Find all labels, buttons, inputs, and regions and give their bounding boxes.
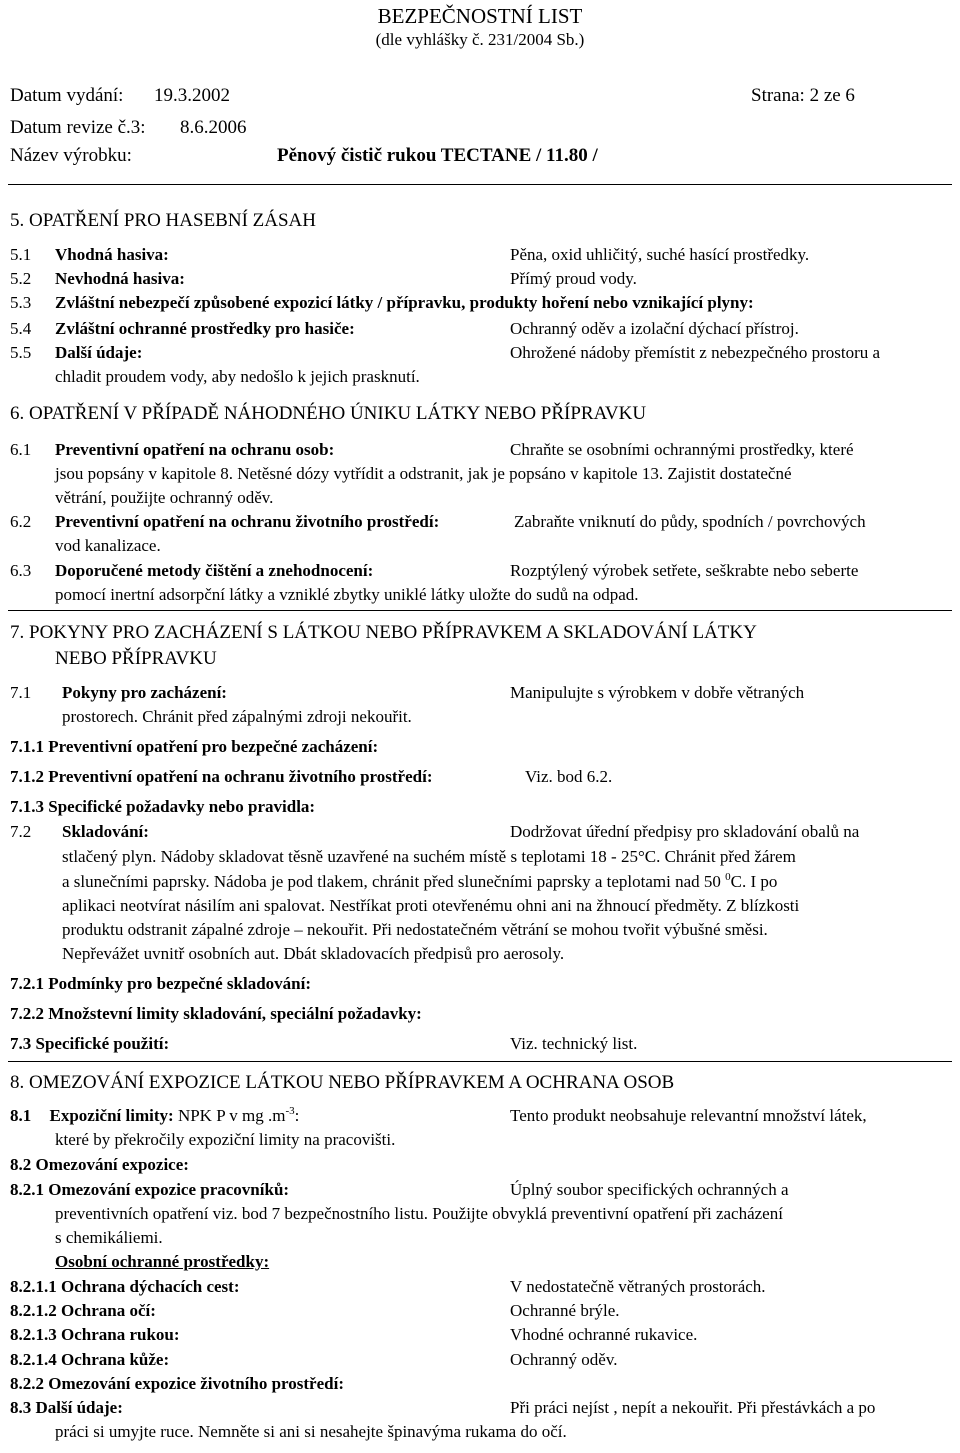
item-6-3-continuation: pomocí inertní adsorpční látky a vzniklé zbytky uniklé látky uložte do sudů na odpad.: [55, 585, 639, 604]
item-7-1-3: 7.1.3 Specifické požadavky nebo pravidla:: [10, 797, 316, 816]
item-7-1-continuation: prostorech. Chránit před zápalnými zdroji nekouřit.: [62, 707, 412, 726]
item-5-1-label: Vhodná hasiva:: [55, 245, 169, 264]
item-7-1-2-label: 7.1.2 Preventivní opatření na ochranu životního prostředí:: [10, 767, 433, 786]
item-5-2-label: Nevhodná hasiva:: [55, 269, 185, 288]
personal-protection-heading: Osobní ochranné prostředky:: [55, 1252, 270, 1271]
item-8-2-1-3-value: Vhodné ochranné rukavice.: [510, 1325, 698, 1344]
item-8-3-label: 8.3 Další údaje:: [10, 1398, 123, 1417]
item-6-3-value: Rozptýlený výrobek setřete, seškrabte nebo seberte: [510, 561, 859, 580]
item-8-1-continuation: které by překročily expoziční limity na pracovišti.: [55, 1130, 396, 1149]
item-6-2-number: 6.2: [10, 512, 32, 531]
item-5-1-value: Pěna, oxid uhličitý, suché hasící prostředky.: [510, 245, 810, 264]
issue-date-label: Datum vydání:: [10, 85, 124, 106]
product-label: Název výrobku:: [10, 145, 132, 166]
item-5-5-continuation: chladit proudem vody, aby nedošlo k jejich prasknutí.: [55, 367, 420, 386]
item-7-1-label: Pokyny pro zacházení:: [62, 683, 227, 702]
item-8-2-1-1-value: V nedostatečně větraných prostorách.: [510, 1277, 766, 1296]
item-6-3-number: 6.3: [10, 561, 32, 580]
item-8-2-1-3-label: 8.2.1.3 Ochrana rukou:: [10, 1325, 180, 1344]
item-5-4-value: Ochranný oděv a izolační dýchací přístroj.: [510, 319, 799, 338]
item-7-2-continuation: stlačený plyn. Nádoby skladovat těsně uzavřené na suchém místě s teplotami 18 - 25°C. Chránit před žárem: [62, 847, 796, 866]
item-8-2-1-continuation: s chemikáliemi.: [55, 1228, 163, 1247]
item-7-3-label: 7.3 Specifické použití:: [10, 1034, 170, 1053]
item-8-2-1-1-label: 8.2.1.1 Ochrana dýchacích cest:: [10, 1277, 240, 1296]
item-8-1-value: Tento produkt neobsahuje relevantní množství látek,: [510, 1106, 867, 1125]
item-7-3-value: Viz. technický list.: [510, 1034, 638, 1053]
item-5-5-label: Další údaje:: [55, 343, 143, 362]
item-7-2-label: Skladování:: [62, 822, 149, 841]
item-7-2-continuation: produktu odstranit zápalné zdroje – nekouřit. Při nedostatečném větrání se mohou tvořit výbušné směsi.: [62, 920, 768, 939]
page-number: Strana: 2 ze 6: [751, 85, 855, 106]
item-7-2-continuation: a slunečními paprsky. Nádoba je pod tlakem, chránit před slunečními paprsky a teplotami nad 50 $^0$C. I po: [62, 871, 778, 891]
item-8-3-value: Při práci nejíst , nepít a nekouřit. Při přestávkách a po: [510, 1398, 876, 1417]
item-8-2-1-2-value: Ochranné brýle.: [510, 1301, 620, 1320]
item-5-2-number: 5.2: [10, 269, 32, 288]
item-6-1-continuation: jsou popsány v kapitole 8. Netěsné dózy vytřídit a odstranit, jak je popsáno v kapitole 13. Zajistit dostatečné: [55, 464, 792, 483]
item-6-3-label: Doporučené metody čištění a znehodnocení:: [55, 561, 374, 580]
item-8-2-1-continuation: preventivních opatření viz. bod 7 bezpečnostního listu. Použijte obvyklá preventivní opatření při zacházení: [55, 1204, 783, 1223]
item-6-2-value: Zabraňte vniknutí do půdy, spodních / povrchových: [514, 512, 866, 531]
revision-label: Datum revize č.3:: [10, 117, 146, 138]
item-6-2-continuation: vod kanalizace.: [55, 536, 161, 555]
item-7-1-2-value: Viz. bod 6.2.: [525, 767, 613, 786]
item-7-2-continuation: Nepřevážet uvnitř osobních aut. Dbát skladovacích předpisů pro aerosoly.: [62, 944, 565, 963]
item-7-1-1: 7.1.1 Preventivní opatření pro bezpečné zacházení:: [10, 737, 379, 756]
product-name: Pěnový čistič rukou TECTANE / 11.80 /: [277, 145, 598, 166]
item-8-2: 8.2 Omezování expozice:: [10, 1155, 189, 1174]
item-8-2-1-value: Úplný soubor specifických ochranných a: [510, 1180, 789, 1199]
section-7-heading-continuation: NEBO PŘÍPRAVKU: [55, 648, 217, 669]
item-6-1-continuation: větrání, použijte ochranný oděv.: [55, 488, 274, 507]
section-5-heading: 5. OPATŘENÍ PRO HASEBNÍ ZÁSAH: [10, 210, 316, 231]
item-5-1-number: 5.1: [10, 245, 32, 264]
item-5-5-number: 5.5: [10, 343, 32, 362]
item-5-3-number: 5.3: [10, 293, 32, 312]
item-7-2-continuation: aplikaci neotvírat násilím ani spalovat. Nestříkat proti otevřenému ohni ani na žhnoucí předměty. Z blízkosti: [62, 896, 800, 915]
section-6-heading: 6. OPATŘENÍ V PŘÍPADĚ NÁHODNÉHO ÚNIKU LÁTKY NEBO PŘÍPRAVKU: [10, 403, 647, 424]
header-divider: [8, 184, 952, 185]
issue-date: 19.3.2002: [154, 85, 230, 106]
item-5-2-value: Přímý proud vody.: [510, 269, 637, 288]
section-divider: [8, 610, 952, 611]
item-8-3-continuation: práci si umyjte ruce. Nemněte si ani si nesahejte špinavýma rukama do očí.: [55, 1422, 567, 1441]
item-5-4-label: Zvláštní ochranné prostředky pro hasiče:: [55, 319, 355, 338]
item-6-2-label: Preventivní opatření na ochranu životního prostředí:: [55, 512, 440, 531]
item-8-2-1-4-value: Ochranný oděv.: [510, 1350, 618, 1369]
item-8-2-1-label: 8.2.1 Omezování expozice pracovníků:: [10, 1180, 290, 1199]
item-5-5-value: Ohrožené nádoby přemístit z nebezpečného prostoru a: [510, 343, 881, 362]
section-divider: [8, 1061, 952, 1062]
item-6-1-number: 6.1: [10, 440, 32, 459]
item-8-2-2: 8.2.2 Omezování expozice životního prostředí:: [10, 1374, 344, 1393]
item-8-1: 8.1 Expoziční limity: NPK P v mg $.m^{-3}$:: [10, 1105, 300, 1125]
item-8-2-1-2-label: 8.2.1.2 Ochrana očí:: [10, 1301, 156, 1320]
item-7-1-value: Manipulujte s výrobkem v dobře větraných: [510, 683, 805, 702]
document-title: BEZPEČNOSTNÍ LIST: [377, 4, 583, 28]
item-5-4-number: 5.4: [10, 319, 32, 338]
section-8-heading: 8. OMEZOVÁNÍ EXPOZICE LÁTKOU NEBO PŘÍPRAVKEM A OCHRANA OSOB: [10, 1072, 675, 1093]
item-8-2-1-4-label: 8.2.1.4 Ochrana kůže:: [10, 1350, 170, 1369]
document-subtitle: (dle vyhlášky č. 231/2004 Sb.): [375, 30, 585, 49]
item-7-2-number: 7.2: [10, 822, 32, 841]
item-6-1-label: Preventivní opatření na ochranu osob:: [55, 440, 335, 459]
item-5-3-label: Zvláštní nebezpečí způsobené expozicí látky / přípravku, produkty hoření nebo vznikající plyny:: [55, 293, 754, 312]
item-7-2-2: 7.2.2 Množstevní limity skladování, speciální požadavky:: [10, 1004, 422, 1023]
item-7-2-value: Dodržovat úřední předpisy pro skladování obalů na: [510, 822, 860, 841]
section-7-heading: 7. POKYNY PRO ZACHÁZENÍ S LÁTKOU NEBO PŘÍPRAVKEM A SKLADOVÁNÍ LÁTKY: [10, 622, 757, 643]
item-7-2-1: 7.2.1 Podmínky pro bezpečné skladování:: [10, 974, 312, 993]
item-7-1-number: 7.1: [10, 683, 32, 702]
revision-date: 8.6.2006: [180, 117, 247, 138]
item-6-1-value: Chraňte se osobními ochrannými prostředky, které: [510, 440, 854, 459]
